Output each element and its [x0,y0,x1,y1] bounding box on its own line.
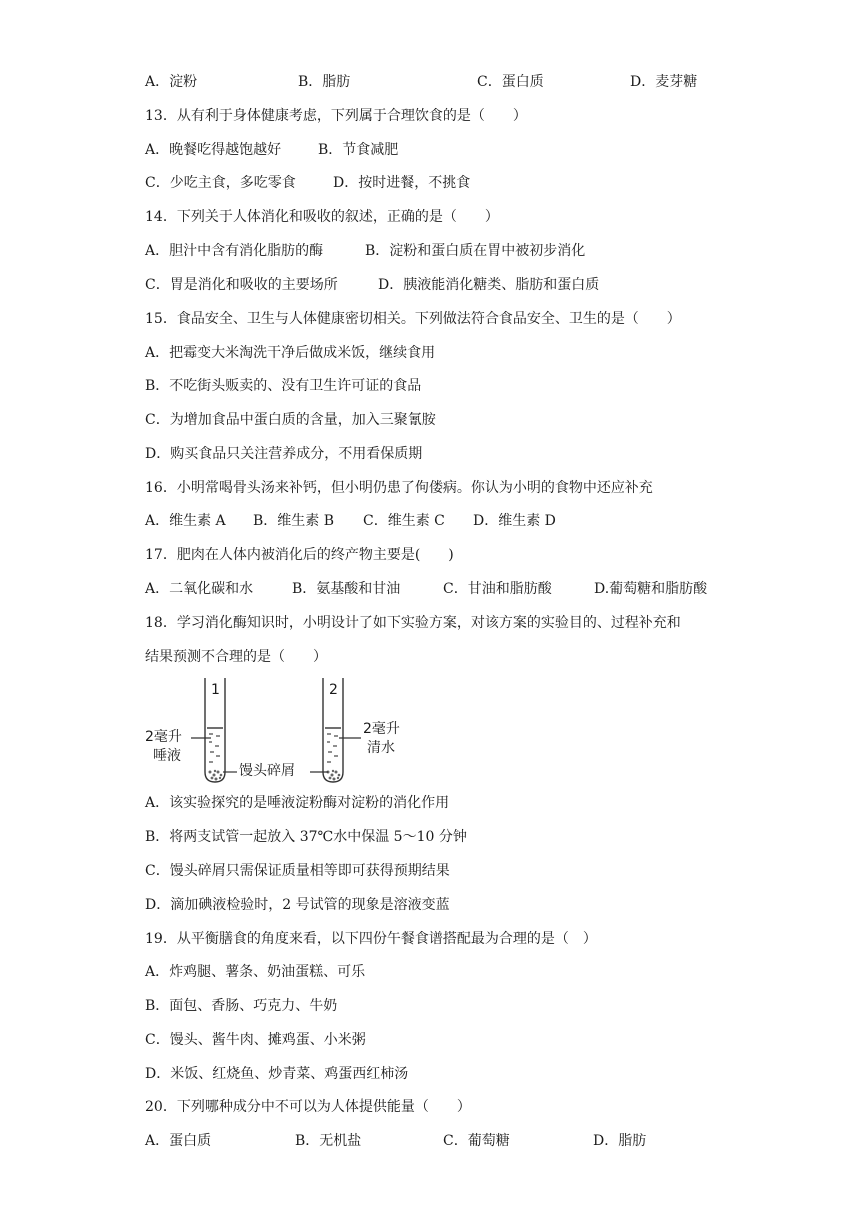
q13-option-a: A．晚餐吃得越饱越好 [145,142,282,158]
q16-option-a: A．维生素 A [145,513,226,529]
q19-option-b: B．面包、香肠、巧克力、牛奶 [145,998,338,1014]
tube-1-number: 1 [211,682,220,698]
q14-option-b: B．淀粉和蛋白质在胃中被初步消化 [365,243,586,259]
bread-crumbs-label: 馒头碎屑 [239,763,295,779]
saliva-label: 唾液 [153,748,181,764]
q14-option-c: C．胃是消化和吸收的主要场所 [145,277,338,293]
q20-option-b: B．无机盐 [295,1133,362,1149]
test-tube-experiment-figure [145,676,410,788]
q19-option-c: C．馒头、酱牛肉、摊鸡蛋、小米粥 [145,1032,366,1048]
q19-option-d: D．米饭、红烧鱼、炒青菜、鸡蛋西红柿汤 [145,1066,409,1082]
q18-option-d: D．滴加碘液检验时，2 号试管的现象是溶液变蓝 [145,897,450,913]
q15-option-a: A．把霉变大米淘洗干净后做成米饭，继续食用 [145,345,436,361]
water-liquid-dashes [327,734,338,762]
q12-option-b: B．脂肪 [298,74,351,90]
q14-stem: 14．下列关于人体消化和吸收的叙述，正确的是（ ） [145,209,499,225]
q20-option-c: C．葡萄糖 [443,1133,510,1149]
q17-option-d: D.葡萄糖和脂肪酸 [594,581,708,597]
q13-option-c: C．少吃主食，多吃零食 [145,175,296,191]
q16-option-b: B．维生素 B [253,513,335,529]
q18-option-c: C．馒头碎屑只需保证质量相等即可获得预期结果 [145,863,450,879]
q20-option-a: A．蛋白质 [145,1133,212,1149]
q16-stem: 16．小明常喝骨头汤来补钙，但小明仍患了佝偻病。你认为小明的食物中还应补充 [145,480,653,496]
saliva-volume-label: 2毫升 [145,729,182,745]
q13-option-d: D．按时进餐，不挑食 [333,175,471,191]
q14-option-d: D．胰液能消化糖类、脂肪和蛋白质 [378,277,600,293]
q17-option-c: C．甘油和脂肪酸 [443,581,552,597]
q13-stem: 13．从有利于身体健康考虑，下列属于合理饮食的是（ ） [145,108,527,124]
water-volume-label: 2毫升 [363,721,400,737]
q17-option-b: B．氨基酸和甘油 [292,581,401,597]
q20-stem: 20．下列哪种成分中不可以为人体提供能量（ ） [145,1099,471,1115]
q18-stem-line-2: 结果预测不合理的是（ ） [145,649,327,665]
q14-option-a: A．胆汁中含有消化脂肪的酶 [145,243,324,259]
q16-option-c: C．维生素 C [363,513,445,529]
tube-2-number: 2 [329,682,338,698]
q15-option-d: D．购买食品只关注营养成分，不用看保质期 [145,446,423,462]
q12-option-c: C．蛋白质 [477,74,544,90]
q12-option-d: D．麦芽糖 [630,74,698,90]
q15-option-b: B．不吃街头贩卖的、没有卫生许可证的食品 [145,378,422,394]
tube-1-bread-crumbs [209,770,223,781]
q17-stem: 17．肥肉在人体内被消化后的终产物主要是( ) [145,547,454,563]
q17-option-a: A．二氧化碳和水 [145,581,254,597]
q18-option-a: A．该实验探究的是唾液淀粉酶对淀粉的消化作用 [145,795,450,811]
q20-option-d: D．脂肪 [593,1133,647,1149]
water-label: 清水 [367,740,395,756]
tube-2-bread-crumbs [327,770,341,781]
q19-stem: 19．从平衡膳食的角度来看，以下四份午餐食谱搭配最为合理的是（ ） [145,931,597,947]
q12-option-a: A．淀粉 [145,74,198,90]
q13-option-b: B．节食减肥 [318,142,399,158]
q16-option-d: D．维生素 D [473,513,556,529]
q18-stem-line-1: 18．学习消化酶知识时，小明设计了如下实验方案，对该方案的实验目的、过程补充和 [145,615,681,631]
q15-option-c: C．为增加食品中蛋白质的含量，加入三聚氰胺 [145,412,436,428]
q19-option-a: A．炸鸡腿、薯条、奶油蛋糕、可乐 [145,964,366,980]
q15-stem: 15．食品安全、卫生与人体健康密切相关。下列做法符合食品安全、卫生的是（ ） [145,311,681,327]
q18-option-b: B．将两支试管一起放入 37℃水中保温 5～10 分钟 [145,829,467,845]
